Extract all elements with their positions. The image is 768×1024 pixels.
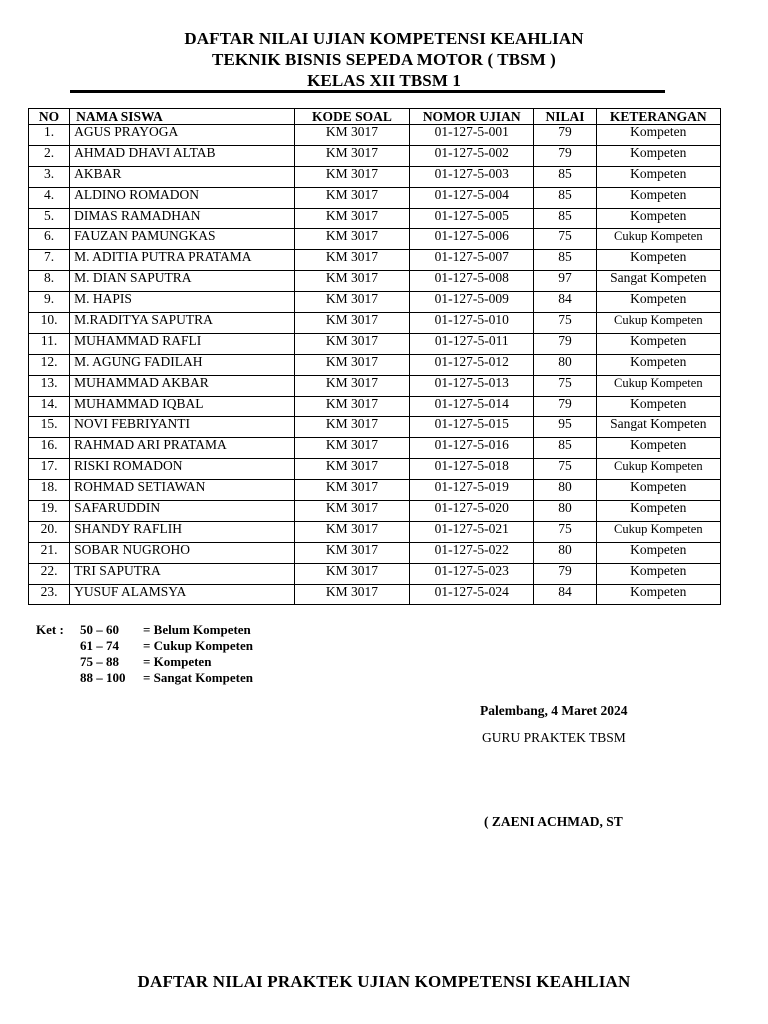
cell-nomor-ujian: 01-127-5-016	[410, 438, 534, 459]
cell-nilai: 79	[534, 125, 596, 146]
cell-keterangan: Kompeten	[596, 480, 720, 501]
cell-no: 10.	[29, 313, 70, 334]
cell-student-name: MUHAMMAD AKBAR	[70, 375, 295, 396]
signature-role: GURU PRAKTEK TBSM	[482, 730, 626, 745]
cell-nilai: 79	[534, 145, 596, 166]
cell-keterangan: Kompeten	[596, 542, 720, 563]
cell-no: 18.	[29, 480, 70, 501]
cell-keterangan: Kompeten	[596, 292, 720, 313]
cell-kode-soal: KM 3017	[294, 438, 409, 459]
signature-place-date: Palembang, 4 Maret 2024	[480, 703, 628, 718]
cell-nomor-ujian: 01-127-5-001	[410, 125, 534, 146]
cell-no: 6.	[29, 229, 70, 250]
cell-kode-soal: KM 3017	[294, 563, 409, 584]
cell-student-name: AHMAD DHAVI ALTAB	[70, 145, 295, 166]
cell-keterangan: Kompeten	[596, 354, 720, 375]
cell-kode-soal: KM 3017	[294, 459, 409, 480]
cell-keterangan: Kompeten	[596, 145, 720, 166]
cell-nilai: 85	[534, 250, 596, 271]
key-row	[36, 654, 253, 670]
cell-nomor-ujian: 01-127-5-018	[410, 459, 534, 480]
cell-nilai: 85	[534, 187, 596, 208]
cell-nilai: 85	[534, 208, 596, 229]
cell-no: 19.	[29, 501, 70, 522]
cell-no: 13.	[29, 375, 70, 396]
table-row	[29, 271, 721, 292]
cell-nilai: 79	[534, 396, 596, 417]
cell-student-name: AKBAR	[70, 166, 295, 187]
cell-nomor-ujian: 01-127-5-003	[410, 166, 534, 187]
cell-keterangan: Cukup Kompeten	[596, 313, 720, 334]
cell-keterangan: Kompeten	[596, 208, 720, 229]
key-description: = Belum Kompeten	[143, 622, 251, 637]
cell-nilai: 80	[534, 542, 596, 563]
cell-nomor-ujian: 01-127-5-005	[410, 208, 534, 229]
table-row	[29, 563, 721, 584]
program-title: TEKNIK BISNIS SEPEDA MOTOR ( TBSM )	[212, 50, 556, 69]
cell-keterangan: Cukup Kompeten	[596, 521, 720, 542]
cell-nomor-ujian: 01-127-5-020	[410, 501, 534, 522]
cell-nilai: 95	[534, 417, 596, 438]
cell-keterangan: Sangat Kompeten	[596, 271, 720, 292]
cell-nilai: 75	[534, 459, 596, 480]
cell-kode-soal: KM 3017	[294, 354, 409, 375]
column-header-name: NAMA SISWA	[70, 109, 295, 125]
cell-no: 4.	[29, 187, 70, 208]
table-row	[29, 208, 721, 229]
cell-nomor-ujian: 01-127-5-024	[410, 584, 534, 605]
cell-kode-soal: KM 3017	[294, 250, 409, 271]
cell-keterangan: Kompeten	[596, 396, 720, 417]
key-row	[36, 622, 253, 638]
cell-nomor-ujian: 01-127-5-008	[410, 271, 534, 292]
table-row	[29, 417, 721, 438]
cell-no: 21.	[29, 542, 70, 563]
cell-nomor-ujian: 01-127-5-011	[410, 333, 534, 354]
cell-no: 23.	[29, 584, 70, 605]
cell-kode-soal: KM 3017	[294, 501, 409, 522]
table-row	[29, 229, 721, 250]
key-row	[36, 638, 253, 654]
cell-nomor-ujian: 01-127-5-009	[410, 292, 534, 313]
table-row	[29, 501, 721, 522]
column-header-nomor: NOMOR UJIAN	[410, 109, 534, 125]
cell-nilai: 79	[534, 333, 596, 354]
cell-kode-soal: KM 3017	[294, 333, 409, 354]
cell-kode-soal: KM 3017	[294, 208, 409, 229]
cell-nilai: 80	[534, 480, 596, 501]
key-description: = Kompeten	[143, 654, 212, 669]
cell-keterangan: Kompeten	[596, 166, 720, 187]
key-range: 50 – 60	[80, 622, 119, 637]
cell-kode-soal: KM 3017	[294, 375, 409, 396]
cell-student-name: TRI SAPUTRA	[70, 563, 295, 584]
key-row	[36, 670, 253, 686]
cell-student-name: MUHAMMAD RAFLI	[70, 333, 295, 354]
grades-table	[28, 108, 721, 605]
cell-keterangan: Kompeten	[596, 584, 720, 605]
cell-kode-soal: KM 3017	[294, 125, 409, 146]
cell-nomor-ujian: 01-127-5-019	[410, 480, 534, 501]
table-row	[29, 187, 721, 208]
key-description: = Sangat Kompeten	[143, 670, 253, 685]
cell-student-name: M.RADITYA SAPUTRA	[70, 313, 295, 334]
cell-no: 16.	[29, 438, 70, 459]
cell-nilai: 80	[534, 501, 596, 522]
cell-nomor-ujian: 01-127-5-004	[410, 187, 534, 208]
cell-student-name: RAHMAD ARI PRATAMA	[70, 438, 295, 459]
cell-student-name: NOVI FEBRIYANTI	[70, 417, 295, 438]
cell-keterangan: Kompeten	[596, 501, 720, 522]
cell-kode-soal: KM 3017	[294, 417, 409, 438]
table-row	[29, 542, 721, 563]
cell-student-name: SAFARUDDIN	[70, 501, 295, 522]
cell-keterangan: Cukup Kompeten	[596, 459, 720, 480]
class-title: KELAS XII TBSM 1	[307, 71, 461, 90]
table-row	[29, 480, 721, 501]
cell-student-name: ALDINO ROMADON	[70, 187, 295, 208]
cell-keterangan: Kompeten	[596, 187, 720, 208]
cell-keterangan: Kompeten	[596, 125, 720, 146]
cell-student-name: M. ADITIA PUTRA PRATAMA	[70, 250, 295, 271]
cell-nomor-ujian: 01-127-5-023	[410, 563, 534, 584]
cell-no: 2.	[29, 145, 70, 166]
cell-kode-soal: KM 3017	[294, 480, 409, 501]
cell-nilai: 85	[534, 438, 596, 459]
cell-kode-soal: KM 3017	[294, 584, 409, 605]
cell-no: 14.	[29, 396, 70, 417]
cell-kode-soal: KM 3017	[294, 145, 409, 166]
cell-student-name: RISKI ROMADON	[70, 459, 295, 480]
cell-student-name: SHANDY RAFLIH	[70, 521, 295, 542]
cell-nilai: 75	[534, 229, 596, 250]
table-row	[29, 375, 721, 396]
cell-nomor-ujian: 01-127-5-012	[410, 354, 534, 375]
table-row	[29, 166, 721, 187]
key-range: 88 – 100	[80, 670, 126, 685]
cell-keterangan: Cukup Kompeten	[596, 375, 720, 396]
cell-student-name: AGUS PRAYOGA	[70, 125, 295, 146]
cell-kode-soal: KM 3017	[294, 313, 409, 334]
cell-keterangan: Kompeten	[596, 438, 720, 459]
cell-keterangan: Cukup Kompeten	[596, 229, 720, 250]
table-row	[29, 292, 721, 313]
cell-keterangan: Kompeten	[596, 333, 720, 354]
cell-nomor-ujian: 01-127-5-010	[410, 313, 534, 334]
cell-kode-soal: KM 3017	[294, 229, 409, 250]
cell-student-name: DIMAS RAMADHAN	[70, 208, 295, 229]
cell-nilai: 75	[534, 313, 596, 334]
cell-no: 8.	[29, 271, 70, 292]
next-page-title: DAFTAR NILAI PRAKTEK UJIAN KOMPETENSI KEAHLIAN	[137, 972, 631, 991]
cell-kode-soal: KM 3017	[294, 187, 409, 208]
cell-kode-soal: KM 3017	[294, 292, 409, 313]
cell-keterangan: Kompeten	[596, 250, 720, 271]
cell-no: 20.	[29, 521, 70, 542]
table-row	[29, 396, 721, 417]
cell-nilai: 79	[534, 563, 596, 584]
cell-no: 15.	[29, 417, 70, 438]
cell-nilai: 84	[534, 292, 596, 313]
cell-nilai: 75	[534, 521, 596, 542]
column-header-nilai: NILAI	[534, 109, 596, 125]
document-title: DAFTAR NILAI UJIAN KOMPETENSI KEAHLIAN	[184, 29, 584, 48]
cell-nilai: 80	[534, 354, 596, 375]
table-header-row	[29, 109, 721, 125]
cell-no: 1.	[29, 125, 70, 146]
grade-key	[36, 622, 253, 686]
cell-student-name: M. AGUNG FADILAH	[70, 354, 295, 375]
document-header	[0, 28, 768, 91]
cell-nomor-ujian: 01-127-5-002	[410, 145, 534, 166]
cell-student-name: SOBAR NUGROHO	[70, 542, 295, 563]
key-range: 75 – 88	[80, 654, 119, 669]
table-row	[29, 333, 721, 354]
cell-kode-soal: KM 3017	[294, 396, 409, 417]
cell-nomor-ujian: 01-127-5-013	[410, 375, 534, 396]
cell-nilai: 84	[534, 584, 596, 605]
table-row	[29, 521, 721, 542]
cell-keterangan: Sangat Kompeten	[596, 417, 720, 438]
column-header-kode: KODE SOAL	[294, 109, 409, 125]
cell-nomor-ujian: 01-127-5-007	[410, 250, 534, 271]
cell-nomor-ujian: 01-127-5-022	[410, 542, 534, 563]
table-row	[29, 313, 721, 334]
cell-student-name: MUHAMMAD IQBAL	[70, 396, 295, 417]
cell-student-name: YUSUF ALAMSYA	[70, 584, 295, 605]
cell-no: 7.	[29, 250, 70, 271]
cell-nilai: 85	[534, 166, 596, 187]
table-row	[29, 145, 721, 166]
table-row	[29, 459, 721, 480]
table-row	[29, 250, 721, 271]
cell-nomor-ujian: 01-127-5-006	[410, 229, 534, 250]
cell-no: 5.	[29, 208, 70, 229]
table-row	[29, 438, 721, 459]
cell-no: 11.	[29, 333, 70, 354]
table-row	[29, 354, 721, 375]
cell-kode-soal: KM 3017	[294, 166, 409, 187]
cell-student-name: M. DIAN SAPUTRA	[70, 271, 295, 292]
column-header-keterangan: KETERANGAN	[596, 109, 720, 125]
cell-nomor-ujian: 01-127-5-021	[410, 521, 534, 542]
header-divider	[70, 90, 665, 93]
cell-keterangan: Kompeten	[596, 563, 720, 584]
key-description: = Cukup Kompeten	[143, 638, 253, 653]
cell-no: 3.	[29, 166, 70, 187]
cell-student-name: FAUZAN PAMUNGKAS	[70, 229, 295, 250]
cell-nilai: 75	[534, 375, 596, 396]
cell-nilai: 97	[534, 271, 596, 292]
cell-kode-soal: KM 3017	[294, 521, 409, 542]
cell-kode-soal: KM 3017	[294, 542, 409, 563]
column-header-no: NO	[29, 109, 70, 125]
key-label: Ket :	[36, 622, 64, 637]
cell-student-name: ROHMAD SETIAWAN	[70, 480, 295, 501]
cell-no: 12.	[29, 354, 70, 375]
cell-no: 22.	[29, 563, 70, 584]
cell-nomor-ujian: 01-127-5-014	[410, 396, 534, 417]
table-row	[29, 584, 721, 605]
cell-no: 17.	[29, 459, 70, 480]
cell-student-name: M. HAPIS	[70, 292, 295, 313]
cell-kode-soal: KM 3017	[294, 271, 409, 292]
key-range: 61 – 74	[80, 638, 119, 653]
cell-no: 9.	[29, 292, 70, 313]
table-row	[29, 125, 721, 146]
cell-nomor-ujian: 01-127-5-015	[410, 417, 534, 438]
table-body	[29, 125, 721, 605]
signature-name: ( ZAENI ACHMAD, ST	[484, 814, 623, 829]
